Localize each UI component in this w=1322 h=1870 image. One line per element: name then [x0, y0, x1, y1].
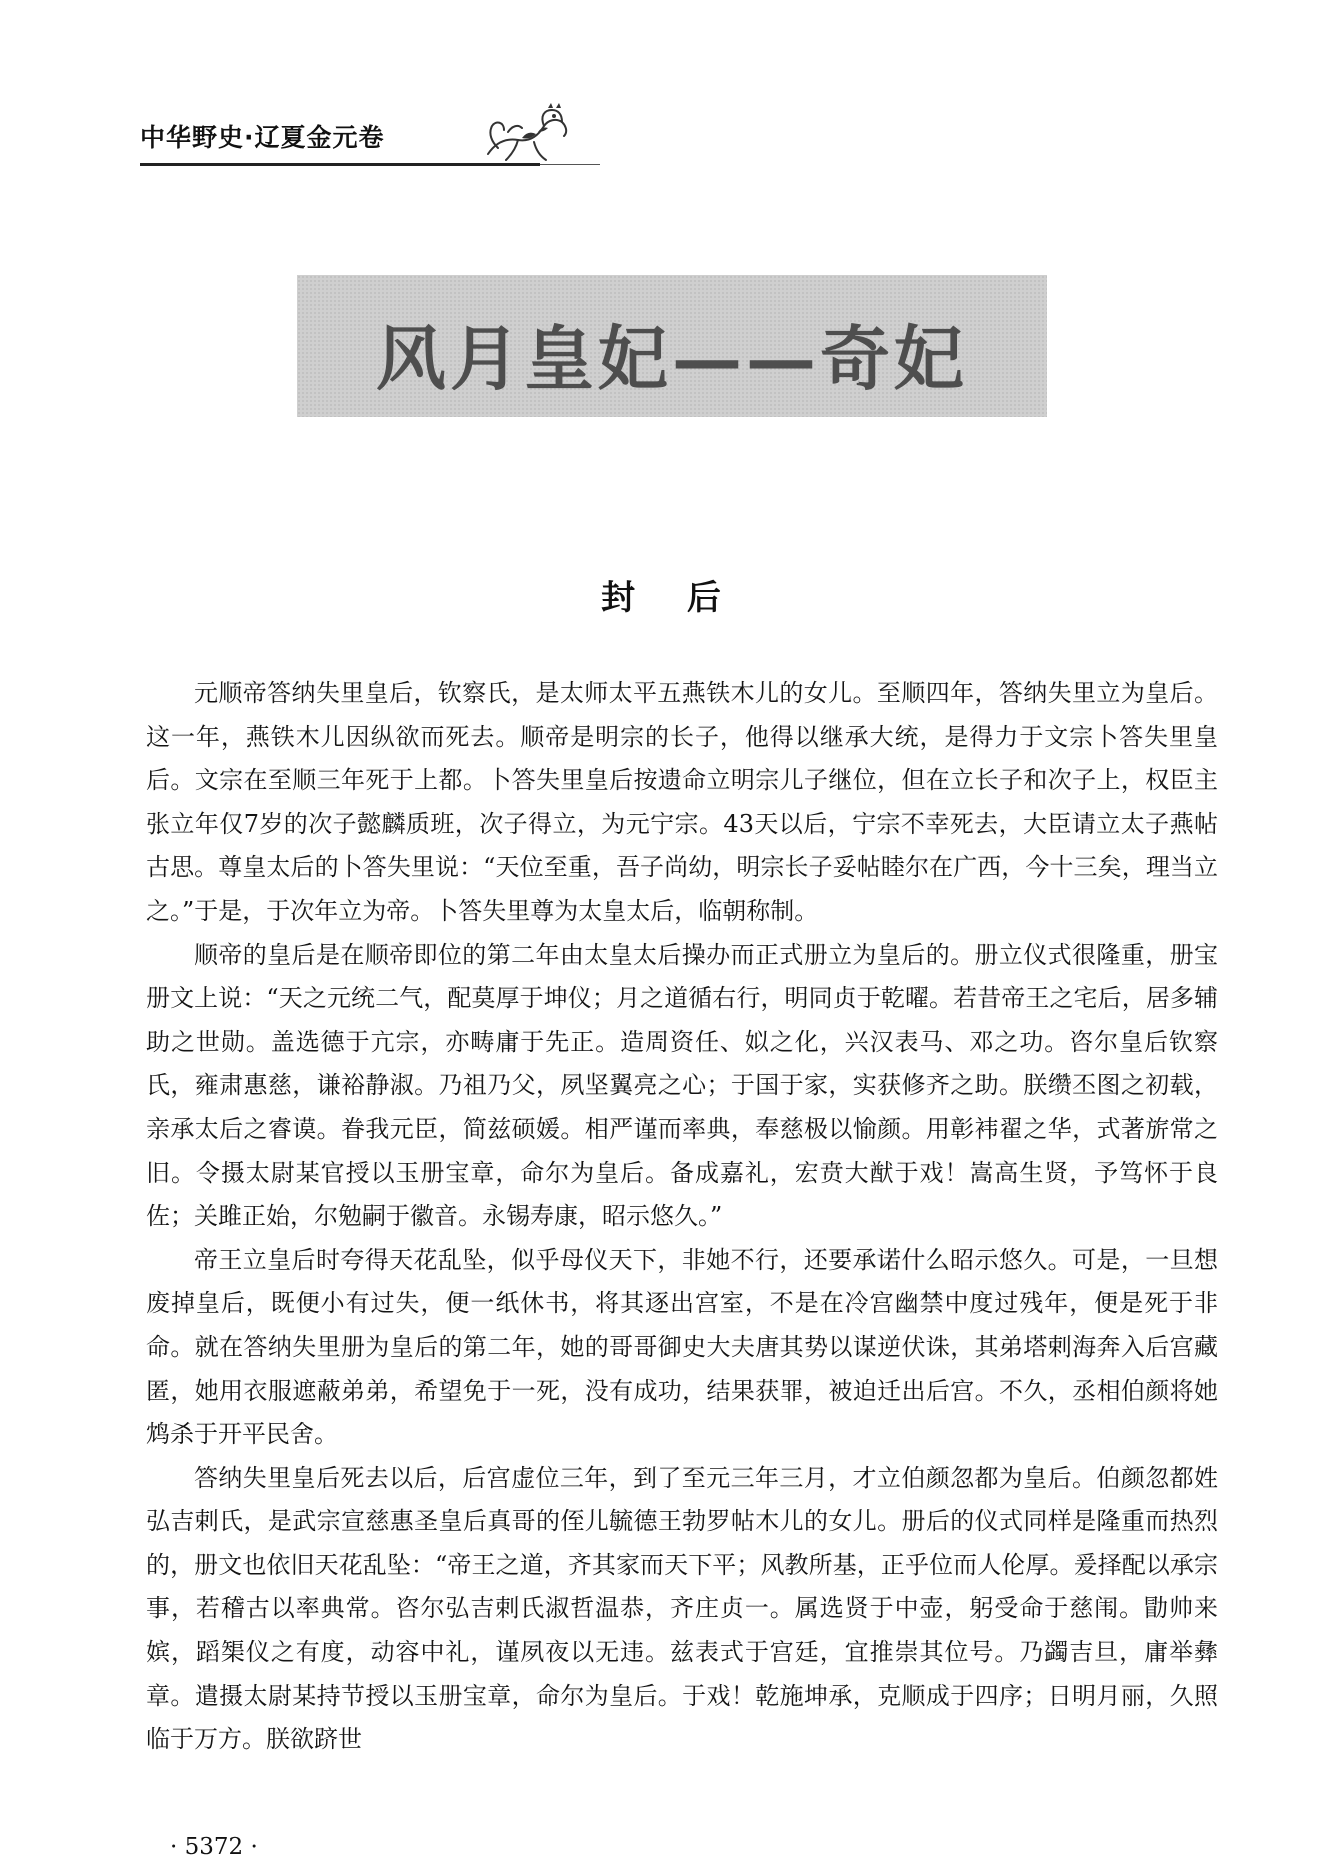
chapter-title-banner: [297, 275, 1047, 417]
paragraph: 元顺帝答纳失里皇后，钦察氏，是太师太平五燕铁木儿的女儿。至顺四年，答纳失里立为皇后。这一年，燕铁木儿因纵欲而死去。顺帝是明宗的长子，他得以继承大统，是得力于文宗卜答失里皇后。文宗在至顺三年死于上都。卜答失里皇后按遗命立明宗儿子继位，但在立长子和次子上，权臣主张立年仅7岁的次子懿麟质班，次子得立，为元宁宗。43天以后，宁宗不幸死去，大臣请立太子燕帖古思。尊皇太后的卜答失里说：“天位至重，吾子尚幼，明宗长子妥帖睦尔在广西，今十三矣，理当立之。”于是，于次年立为帝。卜答失里尊为太皇太后，临朝称制。: [146, 679, 1218, 925]
running-header-title: 中华野史·辽夏金元卷: [140, 123, 385, 152]
body-text: [146, 672, 1218, 1762]
page-number: · 5372 ·: [170, 1834, 258, 1860]
chapter-title: 风月皇妃——奇妃: [376, 317, 968, 400]
paragraph: 答纳失里皇后死去以后，后宫虚位三年，到了至元三年三月，才立伯颜忽都为皇后。伯颜忽都姓弘吉剌氏，是武宗宣慈惠圣皇后真哥的侄儿毓德王勃罗帖木儿的女儿。册后的仪式同样是隆重而热烈的，册文也依旧天花乱坠：“帝王之道，齐其家而天下平；风教所基，正乎位而人伦厚。爰择配以承宗事，若稽古以率典常。咨尔弘吉剌氏淑哲温恭，齐庄贞一。属选贤于中壶，躬受命于慈闱。勖帅来嫔，蹈榘仪之有度，动容中礼，谨夙夜以无违。兹表式于宫廷，宜推崇其位号。乃蠲吉旦，庸举彝章。遣摄太尉某持节授以玉册宝章，命尔为皇后。于戏！乾施坤承，克顺成于四序；日明月丽，久照临于万方。朕欲跻世: [146, 1463, 1218, 1754]
section-heading: 封 后: [601, 578, 721, 618]
paragraph: 顺帝的皇后是在顺帝即位的第二年由太皇太后操办而正式册立为皇后的。册立仪式很隆重，册宝册文上说：“天之元统二气，配莫厚于坤仪；月之道循右行，明同贞于乾曜。若昔帝王之宅后，居多辅助之世勋。盖选德于亢宗，亦畴庸于先正。造周资任、姒之化，兴汉表马、邓之功。咨尔皇后钦察氏，雍肃惠慈，谦裕静淑。乃祖乃父，夙坚翼亮之心；于国于家，实获修齐之助。朕缵丕图之初载，亲承太后之睿谟。眷我元臣，简兹硕媛。相严谨而率典，奉慈极以愉颜。用彰袆翟之华，式著旂常之旧。令摄太尉某官授以玉册宝章，命尔为皇后。备成嘉礼，宏贲大猷于戏！嵩高生贤，予笃怀于良佐；关雎正始，尔勉嗣于徽音。永锡寿康，昭示悠久。”: [146, 940, 1218, 1231]
lion-emblem-icon: [478, 102, 574, 168]
paragraph: 帝王立皇后时夸得天花乱坠，似乎母仪天下，非她不行，还要承诺什么昭示悠久。可是，一旦想废掉皇后，既便小有过失，便一纸休书，将其逐出宫室，不是在冷宫幽禁中度过残年，便是死于非命。就在答纳失里册为皇后的第二年，她的哥哥御史大夫唐其势以谋逆伏诛，其弟塔剌海奔入后宫藏匿，她用衣服遮蔽弟弟，希望免于一死，没有成功，结果获罪，被迫迁出后宫。不久，丞相伯颜将她鸩杀于开平民舍。: [146, 1245, 1218, 1449]
